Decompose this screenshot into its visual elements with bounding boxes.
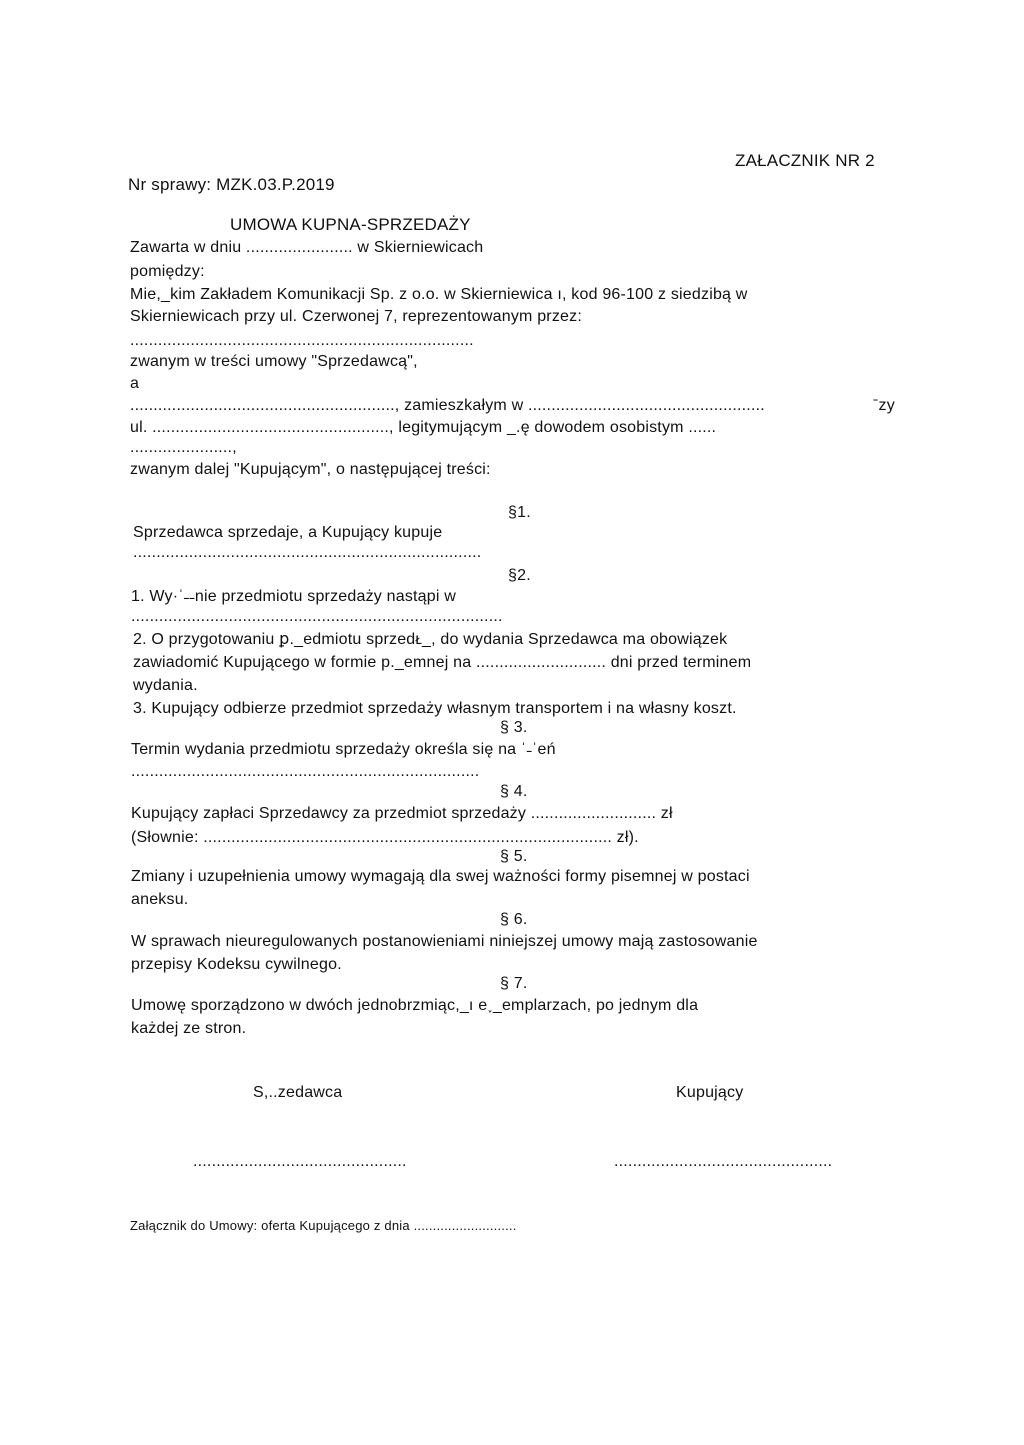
intro-line: pomiędzy: [130, 263, 205, 280]
paragraph-dots: ................................................................................ [131, 608, 503, 625]
intro-line-fragment: ˉzy [873, 397, 895, 414]
intro-line: Zawarta w dniu ....................... w Skierniewicach [130, 239, 484, 256]
seller-signature-label: S,..zedawca [253, 1084, 343, 1101]
paragraph-text: zawiadomić Kupującego w formie p._emnej na ............................ dni przed terminem [133, 654, 752, 671]
intro-line: Mie,_kim Zakładem Komunikacji Sp. z o.o. w Skierniewica ı, kod 96-100 z siedzibą w [130, 286, 748, 303]
annex-label: ZAŁACZNIK NR 2 [735, 151, 875, 170]
intro-line: Skierniewicach przy ul. Czerwonej 7, reprezentowanym przez: [130, 308, 582, 325]
seller-signature-line: .............................................. [193, 1153, 407, 1170]
paragraph-dots: ........................................................................... [131, 763, 480, 780]
paragraph-mark: § 7. [500, 975, 528, 992]
intro-line: a [130, 375, 140, 392]
paragraph-text: każdej ze stron. [131, 1020, 247, 1037]
buyer-signature-label: Kupujący [676, 1084, 744, 1101]
intro-line: ........................................................., zamieszkałym w ................................................... [130, 397, 765, 414]
paragraph-text: W sprawach nieuregulowanych postanowieniami niniejszej umowy mają zastosowanie [131, 933, 758, 950]
case-number: Nr sprawy: MZK.03.P.2019 [128, 175, 335, 194]
paragraph-mark: § 3. [500, 719, 528, 736]
paragraph-mark: § 5. [500, 848, 528, 865]
paragraph-text: Umowę sporządzono w dwóch jednobrzmiąc,_ı e˯_emplarzach, po jednym dla [131, 997, 699, 1014]
paragraph-text: Zmiany i uzupełnienia umowy wymagają dla swej ważności formy pisemnej w postaci [131, 868, 750, 885]
intro-line: ul. ..................................................., legitymującym _.ę dowodem osobistym ...... [130, 419, 717, 436]
paragraph-text: 3. Kupujący odbierze przedmiot sprzedaży własnym transportem i na własny koszt. [133, 700, 737, 717]
buyer-signature-line: ............................................... [614, 1153, 833, 1170]
attachment-note: Załącznik do Umowy: oferta Kupującego z dnia ........................... [130, 1218, 517, 1233]
paragraph-mark: §2. [508, 567, 531, 584]
intro-line: .......................................................................... [130, 332, 474, 349]
paragraph-text: Termin wydania przedmiotu sprzedaży określa się na ˈ˗ˈeń [131, 741, 556, 758]
paragraph-mark: § 4. [500, 783, 528, 800]
paragraph-text: wydania. [133, 677, 198, 694]
intro-line: ......................, [130, 439, 237, 456]
paragraph-dots: ........................................................................... [133, 544, 482, 561]
intro-line: zwanym dalej "Kupującym", o następującej treści: [130, 461, 491, 478]
document-title: UMOWA KUPNA-SPRZEDAŻY [230, 215, 471, 234]
paragraph-mark: § 6. [500, 911, 528, 928]
paragraph-text: 2. O przygotowaniu ꝑ._edmiotu sprzedᴌ_, do wydania Sprzedawca ma obowiązek [133, 631, 728, 648]
paragraph-text: Sprzedawca sprzedaje, a Kupujący kupuje [133, 524, 443, 541]
paragraph-text: Kupujący zapłaci Sprzedawcy za przedmiot sprzedaży ........................... zł [131, 805, 673, 822]
paragraph-text: aneksu. [131, 891, 189, 908]
intro-line: zwanym w treści umowy "Sprzedawcą", [130, 353, 418, 370]
paragraph-text: (Słownie: ........................................................................................ zł). [131, 829, 639, 846]
paragraph-text: 1. Wy·ˈ˗˗nie przedmiotu sprzedaży nastąpi w [131, 588, 457, 605]
paragraph-mark: §1. [508, 504, 531, 521]
paragraph-text: przepisy Kodeksu cywilnego. [131, 956, 342, 973]
